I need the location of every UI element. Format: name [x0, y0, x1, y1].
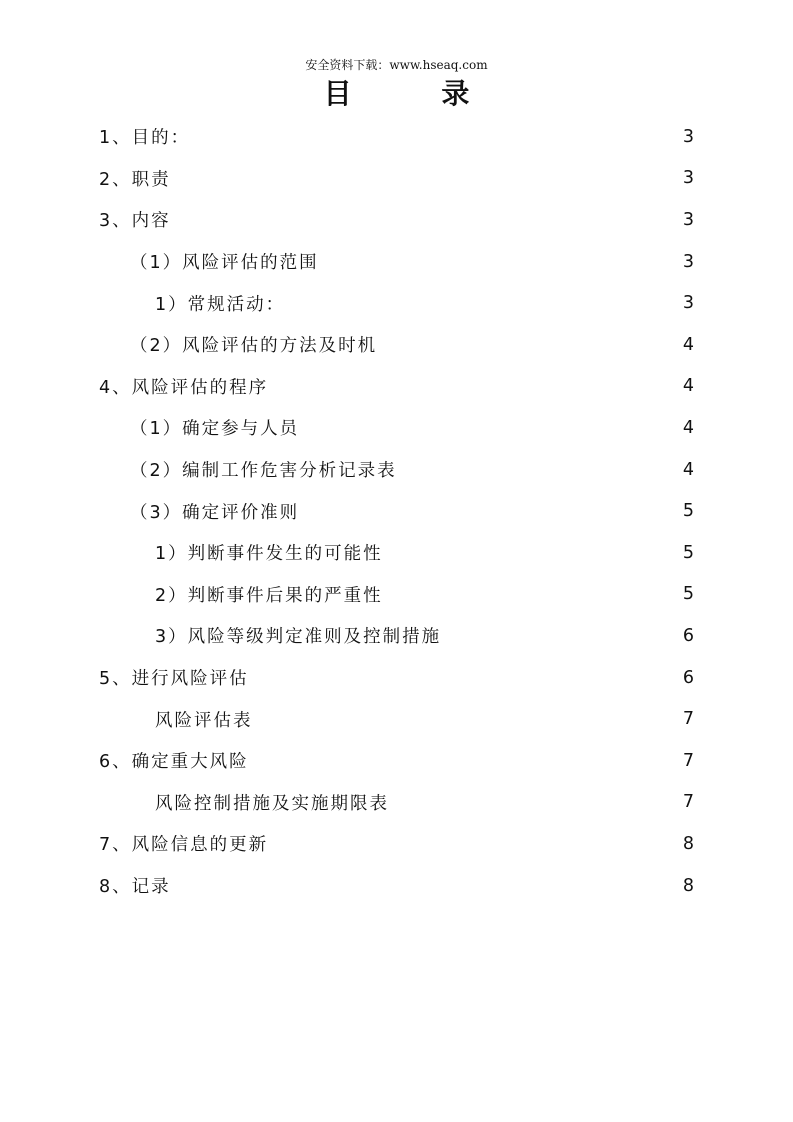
toc-dot-leader — [305, 490, 676, 532]
toc-page-number: 3 — [682, 168, 694, 189]
toc-dot-leader — [177, 865, 676, 907]
toc-entry-label: 风险评估表 — [155, 710, 253, 731]
toc-page-number: 5 — [682, 542, 694, 563]
toc-entry[interactable] — [99, 116, 694, 158]
toc-dot-leader — [259, 698, 677, 740]
toc-dot-leader — [305, 407, 676, 449]
toc-dot-leader — [177, 158, 676, 200]
toc-entry[interactable] — [99, 823, 694, 865]
toc-entry-label: （3）确定评价准则 — [130, 502, 300, 523]
toc-page-number: 8 — [682, 875, 694, 896]
toc-page-number: 5 — [682, 584, 694, 605]
toc-dot-leader — [274, 823, 676, 865]
toc-page-number: 6 — [682, 667, 694, 688]
toc-page-number: 7 — [682, 709, 694, 730]
toc-entry-label: 2、职责 — [99, 169, 171, 190]
toc-entry[interactable] — [130, 241, 694, 283]
toc-page-number: 3 — [682, 293, 694, 314]
toc-entry[interactable] — [130, 407, 694, 449]
toc-page-number: 4 — [682, 417, 694, 438]
toc-entry[interactable] — [155, 282, 694, 324]
toc-entry[interactable] — [99, 158, 694, 200]
toc-entry[interactable] — [130, 449, 694, 491]
toc-page-number: 8 — [682, 833, 694, 854]
toc-dot-leader — [255, 657, 676, 699]
toc-page-number: 7 — [682, 792, 694, 813]
toc-entry-label: 2）判断事件后果的严重性 — [155, 585, 383, 606]
toc-dot-leader — [389, 574, 676, 616]
toc-page-number: 4 — [682, 334, 694, 355]
toc-entry[interactable] — [99, 657, 694, 699]
toc-entry[interactable] — [99, 366, 694, 408]
toc-entry-label: 3）风险等级判定准则及控制措施 — [155, 627, 442, 648]
page-title: 目 录 — [323, 77, 510, 110]
toc-entry-label: 7、风险信息的更新 — [99, 835, 269, 856]
toc-entry-label: 1）判断事件发生的可能性 — [155, 544, 383, 565]
toc-dot-leader — [196, 116, 676, 158]
toc-page-number: 5 — [682, 501, 694, 522]
toc-dot-leader — [274, 366, 676, 408]
toc-entry[interactable] — [155, 698, 694, 740]
toc-page-number: 3 — [682, 126, 694, 147]
toc-entry-label: 1）常规活动： — [155, 294, 286, 315]
toc-page-number: 3 — [682, 209, 694, 230]
toc-entry[interactable] — [155, 782, 694, 824]
header-note: 安全资料下载：www.hseaq.com — [305, 58, 488, 72]
toc-dot-leader — [395, 782, 676, 824]
toc-entry-label: 3、内容 — [99, 211, 171, 232]
toc-entry[interactable] — [99, 199, 694, 241]
toc-page-number: 6 — [682, 625, 694, 646]
toc-entry[interactable] — [155, 574, 694, 616]
toc-entry-label: （1）确定参与人员 — [130, 419, 300, 440]
toc-page-number: 4 — [682, 459, 694, 480]
toc-dot-leader — [325, 241, 676, 283]
toc-entry[interactable] — [99, 740, 694, 782]
toc-entry[interactable] — [99, 865, 694, 907]
toc-entry-label: （2）风险评估的方法及时机 — [130, 336, 378, 357]
toc-entry-label: 风险控制措施及实施期限表 — [155, 793, 389, 814]
toc-dot-leader — [383, 324, 676, 366]
toc-dot-leader — [291, 282, 676, 324]
toc-entry[interactable] — [130, 324, 694, 366]
toc-entry-label: （2）编制工作危害分析记录表 — [130, 461, 397, 482]
toc-entry-label: 4、风险评估的程序 — [99, 377, 269, 398]
toc-page-number: 3 — [682, 251, 694, 272]
toc-entry[interactable] — [155, 532, 694, 574]
toc-entry[interactable] — [130, 490, 694, 532]
toc-dot-leader — [389, 532, 676, 574]
toc-entry-label: 8、记录 — [99, 877, 171, 898]
toc-page-number: 4 — [682, 376, 694, 397]
toc-entry-label: （1）风险评估的范围 — [130, 253, 319, 274]
toc-entry-label: 5、进行风险评估 — [99, 669, 249, 690]
toc-page-number: 7 — [682, 750, 694, 771]
toc-entry[interactable] — [155, 615, 694, 657]
toc-dot-leader — [403, 449, 676, 491]
toc-entry-label: 1、目的： — [99, 128, 191, 149]
toc-entry-label: 6、确定重大风险 — [99, 752, 249, 773]
toc-dot-leader — [447, 615, 676, 657]
toc-dot-leader — [177, 199, 676, 241]
toc-dot-leader — [255, 740, 676, 782]
